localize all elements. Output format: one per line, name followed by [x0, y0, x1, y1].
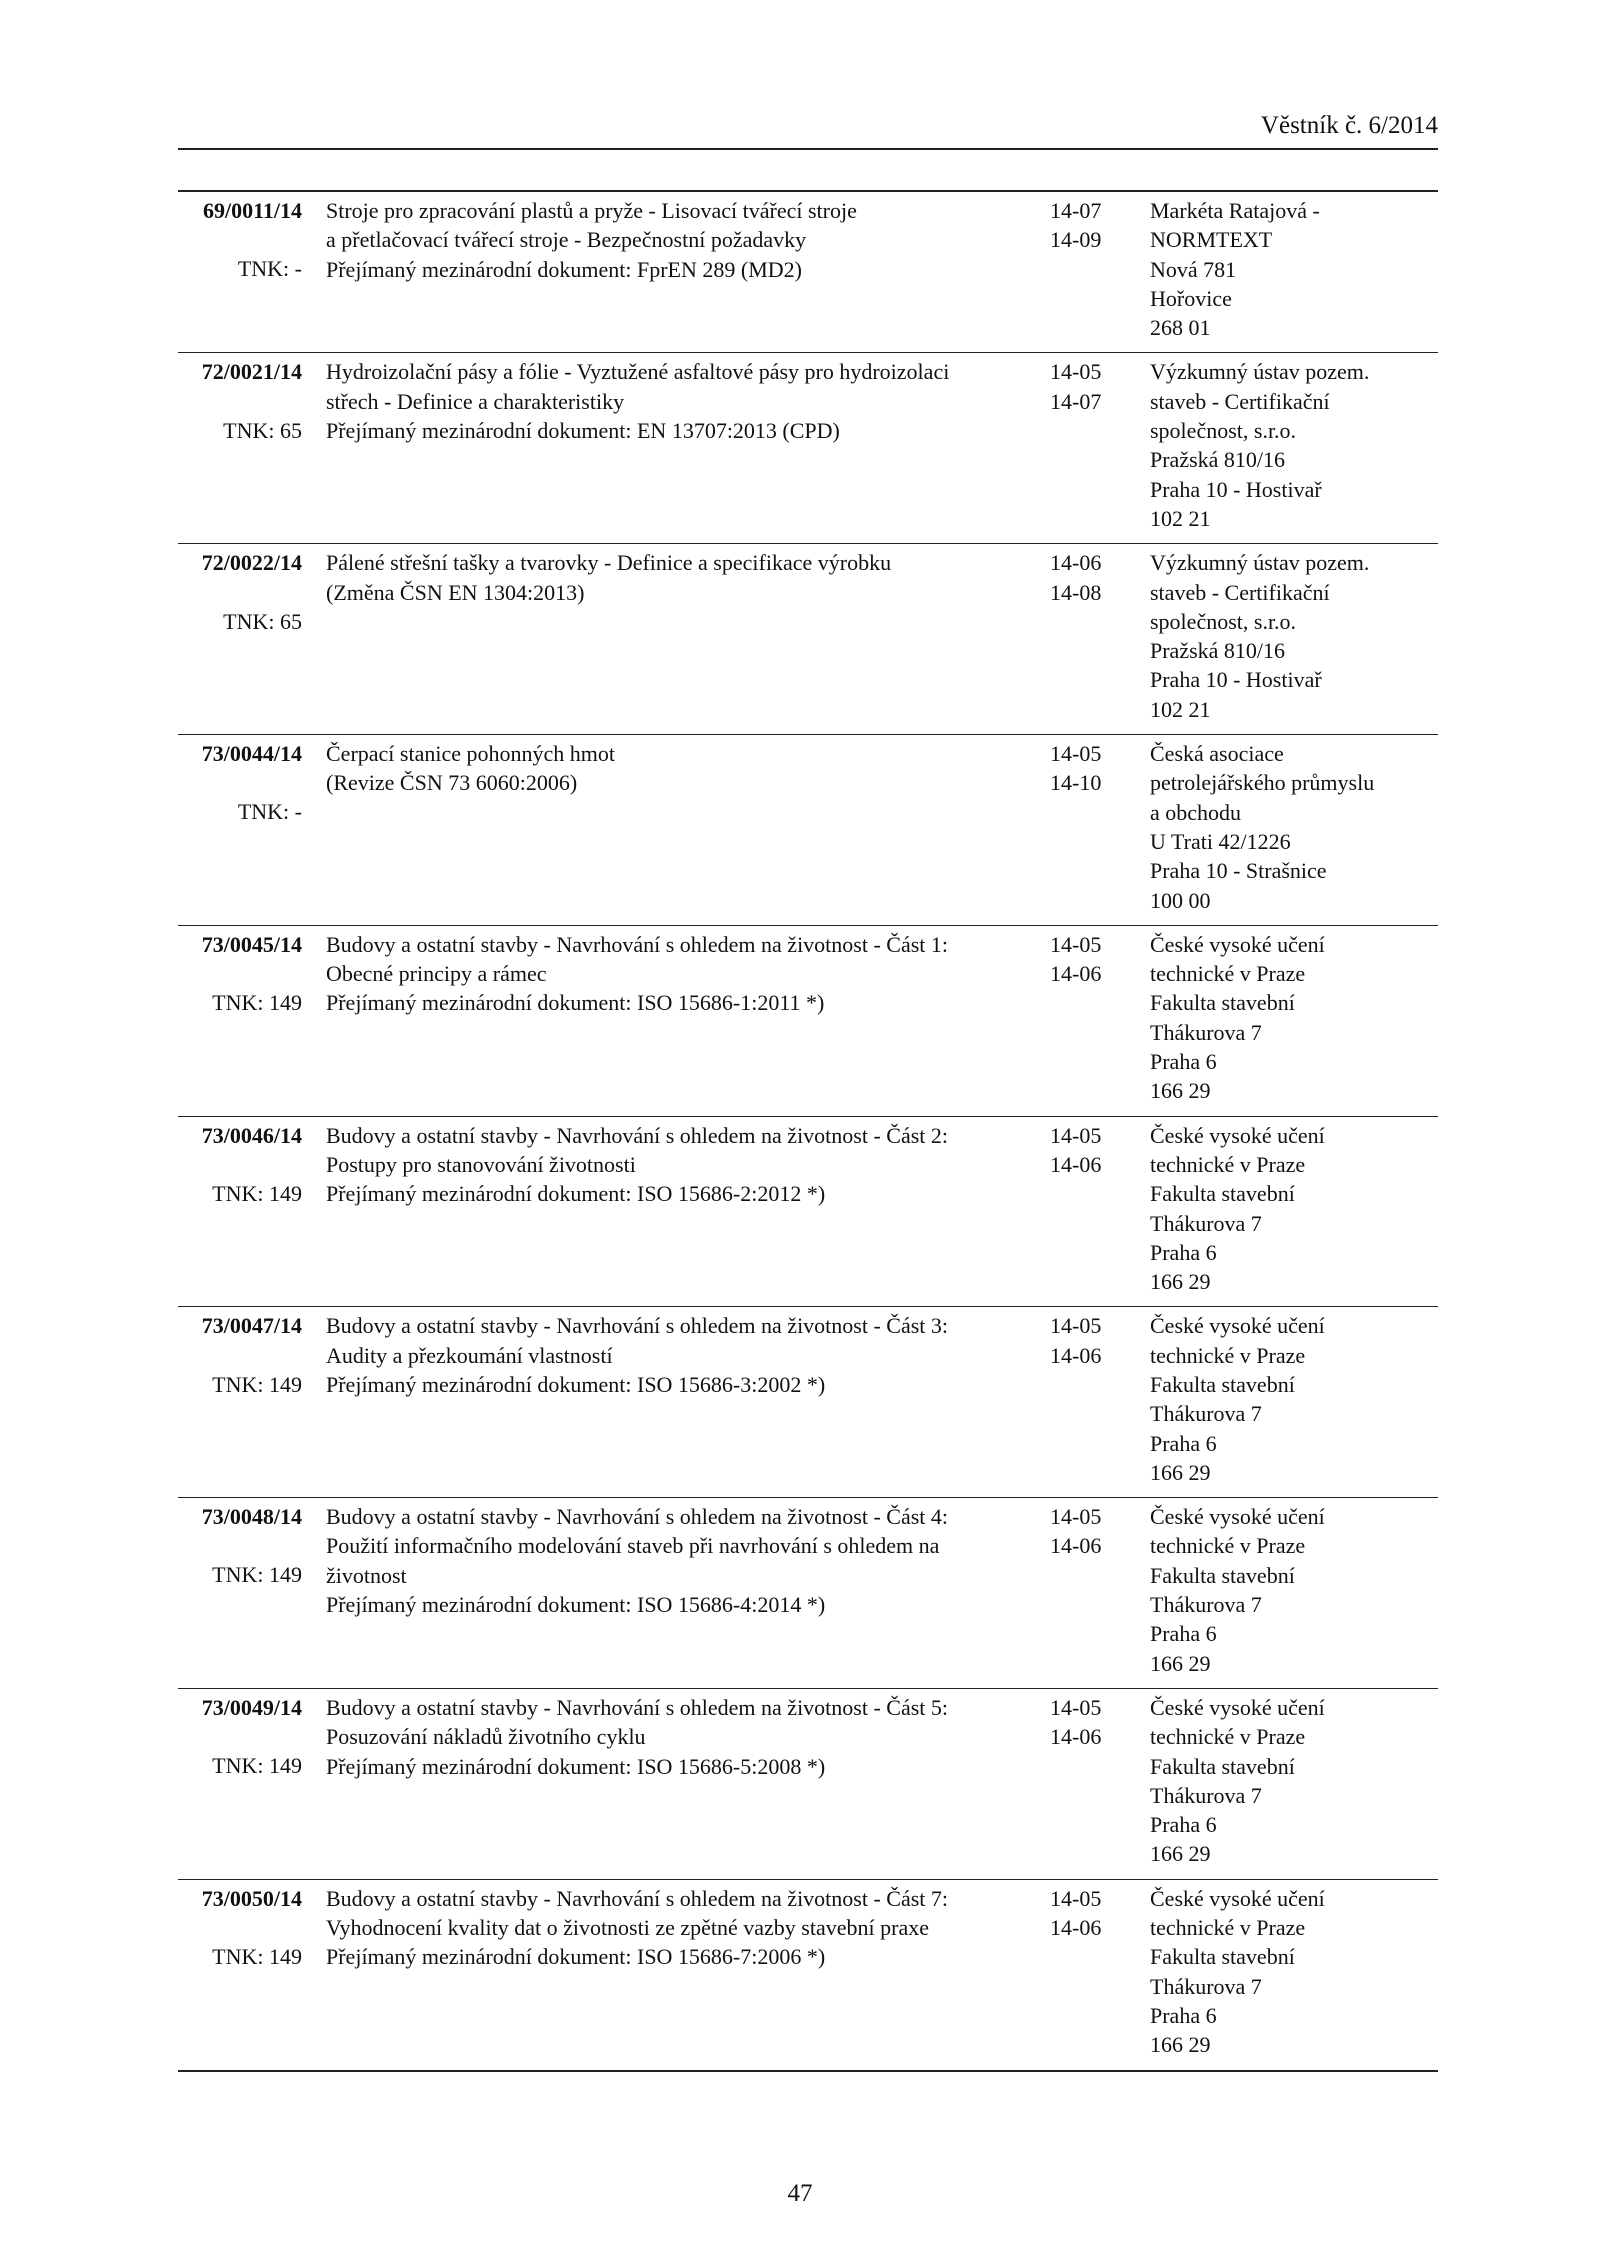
description-line: a přetlačovací tvářecí stroje - Bezpečnostní požadavky [326, 227, 807, 253]
entry-tnk: TNK: 65 [223, 417, 302, 443]
date-line: 14-05 [1050, 931, 1102, 957]
description-line: Budovy a ostatní stavby - Navrhování s ohledem na životnost - Část 5: [326, 1694, 949, 1720]
table-row [178, 192, 1438, 353]
description-line: Čerpací stanice pohonných hmot [326, 741, 615, 767]
address-line: 268 01 [1150, 315, 1211, 341]
table-row [178, 1117, 1438, 1308]
description-line: Přejímaný mezinárodní dokument: ISO 15686-3:2002 *) [326, 1371, 826, 1397]
entry-description [302, 544, 1040, 734]
address-line: Fakulta stavební [1150, 1944, 1295, 1970]
entry-code: 73/0049/14 [201, 1694, 302, 1720]
address-line: 166 29 [1150, 1269, 1211, 1295]
description-line: Budovy a ostatní stavby - Navrhování s ohledem na životnost - Část 7: [326, 1885, 949, 1911]
address-line: staveb - Certifikační [1150, 388, 1330, 414]
address-line: Praha 6 [1150, 2002, 1217, 2028]
address-line: 166 29 [1150, 1841, 1211, 1867]
description-line: Audity a přezkoumání vlastností [326, 1342, 613, 1368]
entry-tnk: TNK: 149 [212, 1180, 302, 1206]
address-line: Praha 6 [1150, 1239, 1217, 1265]
address-line: Praha 10 - Strašnice [1150, 858, 1327, 884]
entry-code: 73/0045/14 [201, 931, 302, 957]
table-row [178, 1307, 1438, 1498]
address-line: České vysoké učení [1150, 1122, 1325, 1148]
address-line: České vysoké učení [1150, 931, 1325, 957]
description-line: Vyhodnocení kvality dat o životnosti ze zpětné vazby stavební praxe [326, 1915, 929, 1941]
date-line: 14-07 [1050, 388, 1102, 414]
entry-code: 69/0011/14 [202, 198, 302, 223]
entry-address [1150, 192, 1438, 352]
entry-id-cell [178, 735, 302, 925]
address-line: 166 29 [1150, 1078, 1211, 1104]
description-line: Přejímaný mezinárodní dokument: ISO 15686-2:2012 *) [326, 1181, 826, 1207]
address-line: Thákurova 7 [1150, 1782, 1262, 1808]
date-line: 14-05 [1050, 1313, 1102, 1339]
address-line: Thákurova 7 [1150, 1019, 1262, 1045]
entry-id-cell [178, 353, 302, 543]
entry-description [302, 926, 1040, 1116]
table-row [178, 544, 1438, 735]
address-line: Fakulta stavební [1150, 1562, 1295, 1588]
description-line: Pálené střešní tašky a tvarovky - Definice a specifikace výrobku [326, 550, 892, 576]
entry-code: 72/0021/14 [201, 359, 302, 385]
address-line: Praha 6 [1150, 1812, 1217, 1838]
description-line: Hydroizolační pásy a fólie - Vyztužené asfaltové pásy pro hydroizolaci [326, 359, 950, 385]
date-line: 14-05 [1050, 359, 1102, 385]
description-line: střech - Definice a charakteristiky [326, 388, 625, 414]
address-line: petrolejářského průmyslu [1150, 770, 1375, 796]
address-line: České vysoké učení [1150, 1504, 1325, 1530]
table-row [178, 926, 1438, 1117]
entry-tnk: TNK: 149 [212, 990, 302, 1016]
address-line: Thákurova 7 [1150, 1210, 1262, 1236]
entry-code: 73/0046/14 [201, 1122, 302, 1148]
entry-tnk: TNK: 65 [223, 608, 302, 634]
address-line: společnost, s.r.o. [1150, 418, 1297, 444]
address-line: České vysoké učení [1150, 1694, 1325, 1720]
address-line: Praha 6 [1150, 1430, 1217, 1456]
entry-address [1150, 353, 1438, 543]
description-line: Posuzování nákladů životního cyklu [326, 1724, 646, 1750]
address-line: České vysoké učení [1150, 1885, 1325, 1911]
address-line: České vysoké učení [1150, 1313, 1325, 1339]
date-line: 14-05 [1050, 1885, 1102, 1911]
entry-description [302, 1880, 1040, 2070]
description-line: Budovy a ostatní stavby - Navrhování s ohledem na životnost - Část 1: [326, 931, 949, 957]
address-line: 166 29 [1150, 1650, 1211, 1676]
address-line: Markéta Ratajová - [1150, 198, 1320, 223]
entry-address [1150, 1880, 1438, 2070]
entry-dates [1040, 353, 1150, 543]
address-line: U Trati 42/1226 [1150, 828, 1291, 854]
entry-id-cell [178, 1880, 302, 2070]
address-line: Výzkumný ústav pozem. [1150, 550, 1370, 576]
description-line: Přejímaný mezinárodní dokument: ISO 15686-1:2011 *) [326, 990, 825, 1016]
entry-address [1150, 1307, 1438, 1497]
entry-dates [1040, 544, 1150, 734]
table-row [178, 735, 1438, 926]
description-line: (Revize ČSN 73 6060:2006) [326, 770, 578, 796]
address-line: NORMTEXT [1150, 227, 1273, 253]
entry-dates [1040, 1689, 1150, 1879]
address-line: Thákurova 7 [1150, 1401, 1262, 1427]
description-line: Přejímaný mezinárodní dokument: EN 13707:2013 (CPD) [326, 418, 840, 444]
entry-address [1150, 544, 1438, 734]
entry-tnk: TNK: 149 [212, 1371, 302, 1397]
entry-address [1150, 1498, 1438, 1688]
entry-tnk: TNK: - [237, 799, 302, 825]
date-line: 14-06 [1050, 1151, 1102, 1177]
date-line: 14-06 [1050, 1533, 1102, 1559]
entry-dates [1040, 1307, 1150, 1497]
address-line: Fakulta stavební [1150, 1753, 1295, 1779]
table-row [178, 1689, 1438, 1880]
entry-tnk: TNK: 149 [212, 1562, 302, 1588]
address-line: 100 00 [1150, 887, 1211, 913]
entry-address [1150, 1117, 1438, 1307]
entry-address [1150, 926, 1438, 1116]
entry-dates [1040, 1117, 1150, 1307]
date-line: 14-08 [1050, 579, 1102, 605]
address-line: společnost, s.r.o. [1150, 608, 1297, 634]
address-line: technické v Praze [1150, 1151, 1306, 1177]
address-line: technické v Praze [1150, 1724, 1306, 1750]
entry-description [302, 1498, 1040, 1688]
description-line: Budovy a ostatní stavby - Navrhování s ohledem na životnost - Část 2: [326, 1122, 949, 1148]
entry-address [1150, 1689, 1438, 1879]
address-line: Pražská 810/16 [1150, 638, 1286, 664]
entry-description [302, 192, 1040, 352]
date-line: 14-05 [1050, 1122, 1102, 1148]
entry-description [302, 1117, 1040, 1307]
address-line: Praha 10 - Hostivař [1150, 667, 1322, 693]
entry-id-cell [178, 1689, 302, 1879]
description-line: Budovy a ostatní stavby - Navrhování s ohledem na životnost - Část 4: [326, 1504, 949, 1530]
entry-id-cell [178, 544, 302, 734]
entry-dates [1040, 926, 1150, 1116]
entry-description [302, 735, 1040, 925]
entry-code: 73/0044/14 [201, 741, 302, 767]
entry-dates [1040, 192, 1150, 352]
address-line: technické v Praze [1150, 1342, 1306, 1368]
date-line: 14-06 [1050, 1915, 1102, 1941]
date-line: 14-06 [1050, 961, 1102, 987]
description-line: Použití informačního modelování staveb při navrhování s ohledem na [326, 1533, 940, 1559]
address-line: Praha 6 [1150, 1049, 1217, 1075]
entry-description [302, 353, 1040, 543]
date-line: 14-05 [1050, 1504, 1102, 1530]
description-line: Obecné principy a rámec [326, 961, 547, 987]
address-line: Česká asociace [1150, 741, 1284, 767]
standards-table [178, 190, 1438, 2072]
description-line: Přejímaný mezinárodní dokument: ISO 15686-7:2006 *) [326, 1944, 826, 1970]
entry-id-cell [178, 1307, 302, 1497]
address-line: Fakulta stavební [1150, 1181, 1295, 1207]
address-line: Výzkumný ústav pozem. [1150, 359, 1370, 385]
entry-code: 73/0047/14 [201, 1313, 302, 1339]
date-line: 14-06 [1050, 1724, 1102, 1750]
address-line: 166 29 [1150, 1459, 1211, 1485]
entry-address [1150, 735, 1438, 925]
table-row [178, 1880, 1438, 2070]
address-line: Fakulta stavební [1150, 1371, 1295, 1397]
address-line: Praha 10 - Hostivař [1150, 476, 1322, 502]
date-line: 14-05 [1050, 741, 1102, 767]
description-line: Stroje pro zpracování plastů a pryže - Lisovací tvářecí stroje [326, 198, 857, 223]
address-line: Hořovice [1150, 285, 1232, 311]
description-line: Postupy pro stanovování životnosti [326, 1151, 636, 1177]
description-line: (Změna ČSN EN 1304:2013) [326, 579, 585, 605]
entry-id-cell [178, 1117, 302, 1307]
entry-tnk: TNK: 149 [212, 1753, 302, 1779]
entry-description [302, 1689, 1040, 1879]
date-line: 14-07 [1050, 198, 1102, 223]
description-line: Přejímaný mezinárodní dokument: ISO 15686-5:2008 *) [326, 1753, 826, 1779]
address-line: 166 29 [1150, 2032, 1211, 2058]
address-line: a obchodu [1150, 799, 1242, 825]
entry-dates [1040, 1880, 1150, 2070]
description-line: Budovy a ostatní stavby - Navrhování s ohledem na životnost - Část 3: [326, 1313, 949, 1339]
entry-code: 73/0048/14 [201, 1504, 302, 1530]
page-number: 47 [787, 2180, 813, 2207]
entry-id-cell [178, 1498, 302, 1688]
address-line: Fakulta stavební [1150, 990, 1295, 1016]
address-line: Pražská 810/16 [1150, 447, 1286, 473]
journal-title: Věstník č. 6/2014 [1260, 112, 1438, 139]
address-line: technické v Praze [1150, 1915, 1306, 1941]
address-line: 102 21 [1150, 505, 1211, 531]
address-line: Praha 6 [1150, 1621, 1217, 1647]
address-line: technické v Praze [1150, 961, 1306, 987]
entry-tnk: TNK: - [237, 256, 302, 282]
description-line: Přejímaný mezinárodní dokument: FprEN 289 (MD2) [326, 256, 802, 282]
table-row [178, 353, 1438, 544]
entry-tnk: TNK: 149 [212, 1944, 302, 1970]
entry-id-cell [178, 192, 302, 352]
page-header [178, 110, 1438, 150]
description-line: životnost [326, 1562, 407, 1588]
entry-description [302, 1307, 1040, 1497]
description-line: Přejímaný mezinárodní dokument: ISO 15686-4:2014 *) [326, 1592, 826, 1618]
entry-code: 73/0050/14 [201, 1885, 302, 1911]
date-line: 14-06 [1050, 550, 1102, 576]
address-line: staveb - Certifikační [1150, 579, 1330, 605]
address-line: technické v Praze [1150, 1533, 1306, 1559]
entry-id-cell [178, 926, 302, 1116]
address-line: Thákurova 7 [1150, 1592, 1262, 1618]
date-line: 14-05 [1050, 1694, 1102, 1720]
date-line: 14-10 [1050, 770, 1102, 796]
table-row [178, 1498, 1438, 1689]
address-line: 102 21 [1150, 696, 1211, 722]
date-line: 14-06 [1050, 1342, 1102, 1368]
entry-code: 72/0022/14 [201, 550, 302, 576]
date-line: 14-09 [1050, 227, 1102, 253]
address-line: Thákurova 7 [1150, 1973, 1262, 1999]
address-line: Nová 781 [1150, 256, 1237, 282]
entry-dates [1040, 1498, 1150, 1688]
entry-dates [1040, 735, 1150, 925]
